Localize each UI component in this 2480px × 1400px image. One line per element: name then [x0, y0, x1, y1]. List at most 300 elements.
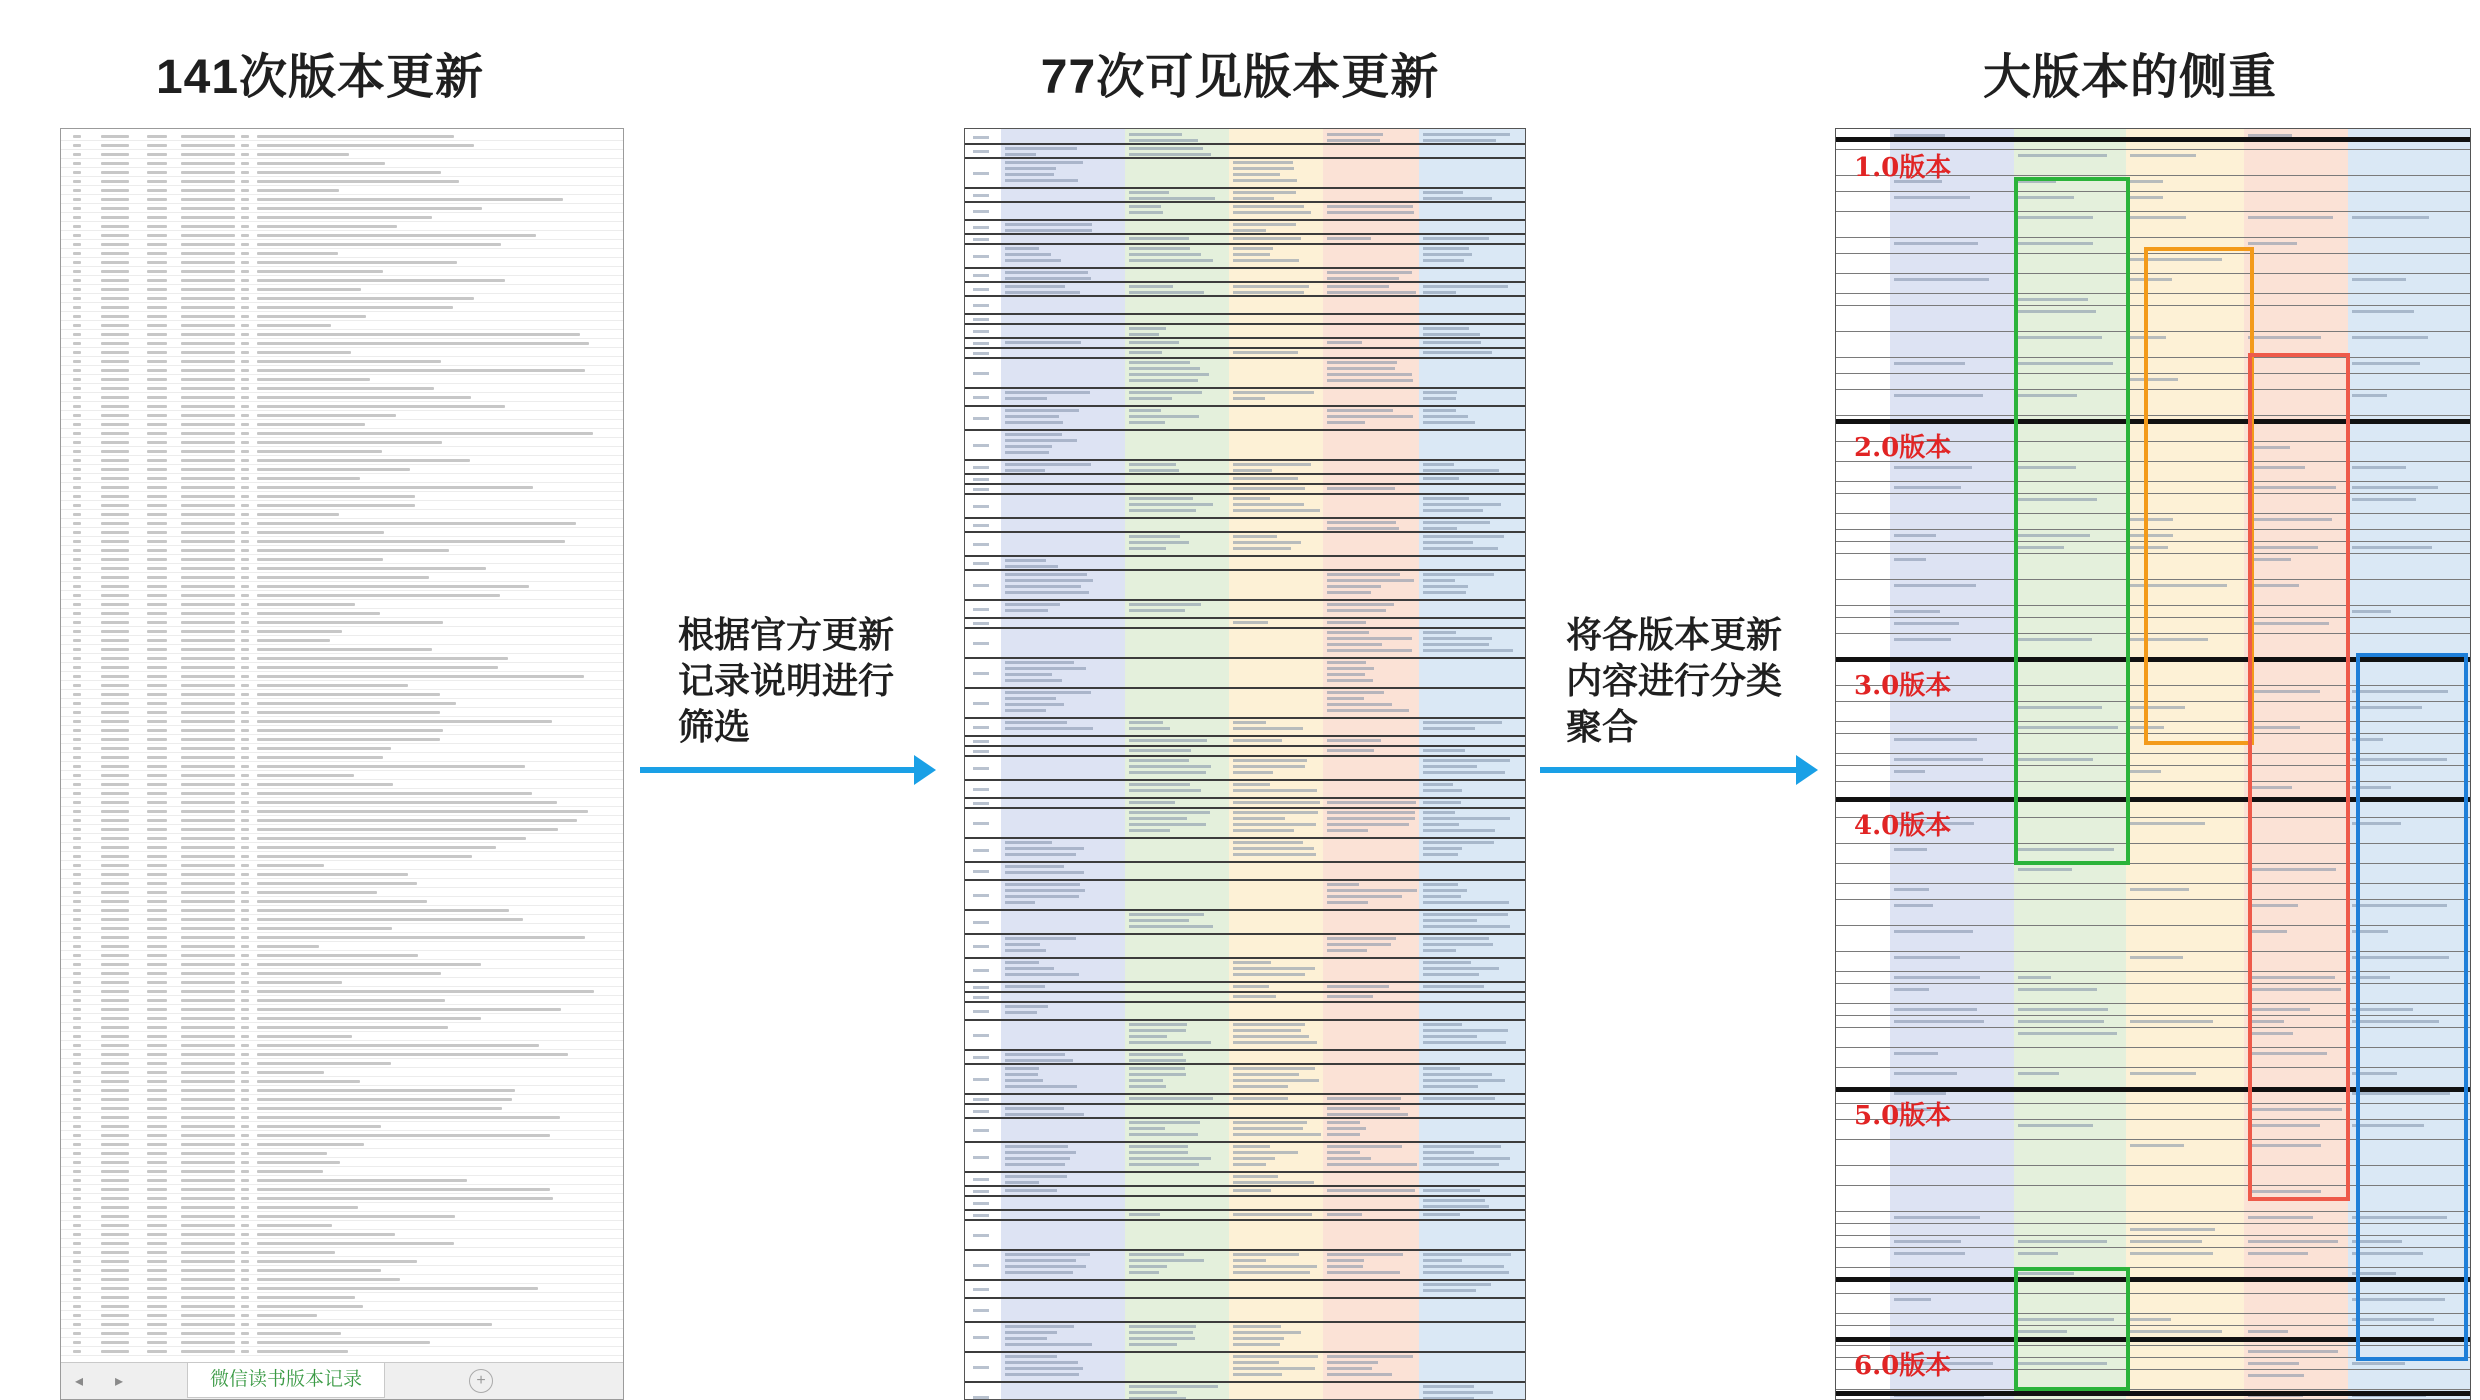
cell-text — [241, 225, 249, 228]
row-number — [973, 622, 989, 625]
cell-text — [181, 189, 235, 192]
cell-text — [1327, 895, 1402, 898]
cell-text — [257, 531, 384, 534]
sheet-row-line — [61, 761, 623, 762]
cell-text — [1327, 943, 1391, 946]
cell-text — [1005, 1005, 1048, 1008]
sheet-row-line — [61, 563, 623, 564]
cell-text — [1327, 271, 1412, 274]
cell-text — [73, 945, 81, 948]
cell-text — [257, 1053, 568, 1056]
cell-text — [1423, 973, 1479, 976]
cell-text — [147, 837, 167, 840]
sheet-row-line — [61, 716, 623, 717]
cell-text — [257, 1233, 395, 1236]
row-divider — [965, 1185, 1525, 1187]
cell-text — [101, 225, 129, 228]
cell-text — [1233, 1271, 1310, 1274]
cell-text — [181, 1260, 235, 1263]
sheet-row-line — [61, 266, 623, 267]
cell-text — [2248, 1350, 2338, 1353]
cell-text — [101, 315, 129, 318]
cell-text — [1233, 1127, 1303, 1130]
row-divider — [965, 797, 1525, 799]
cell-text — [257, 882, 417, 885]
cell-text — [101, 549, 129, 552]
cell-text — [1327, 1189, 1415, 1192]
cell-text — [1423, 421, 1475, 424]
cell-text — [241, 1215, 249, 1218]
cell-text — [147, 1215, 167, 1218]
row-divider — [965, 493, 1525, 495]
cell-text — [257, 252, 338, 255]
cell-text — [101, 936, 129, 939]
cell-text — [241, 1143, 249, 1146]
row-divider — [965, 735, 1525, 737]
cell-text — [241, 702, 249, 705]
cell-text — [101, 234, 129, 237]
cell-text — [257, 549, 449, 552]
sheet-row-line — [61, 968, 623, 969]
cell-text — [1423, 327, 1469, 330]
cell-text — [147, 1278, 167, 1281]
cell-text — [181, 747, 235, 750]
row-divider — [965, 569, 1525, 571]
cell-text — [181, 369, 235, 372]
cell-text — [241, 216, 249, 219]
cell-text — [257, 387, 434, 390]
cell-text — [1233, 765, 1305, 768]
cell-text — [1423, 637, 1492, 640]
row-number — [973, 1156, 989, 1159]
row-divider — [965, 555, 1525, 557]
cell-text — [181, 792, 235, 795]
cell-text — [147, 846, 167, 849]
cell-text — [257, 576, 429, 579]
cell-text — [1129, 285, 1173, 288]
cell-text — [73, 432, 81, 435]
cell-text — [241, 288, 249, 291]
cell-text — [241, 1206, 249, 1209]
sheet-row-line — [61, 410, 623, 411]
cell-text — [241, 711, 249, 714]
cell-text — [101, 1323, 129, 1326]
cell-text — [147, 630, 167, 633]
cell-text — [1005, 1367, 1083, 1370]
cell-text — [147, 945, 167, 948]
sheet-row-line — [61, 428, 623, 429]
cell-text — [1233, 727, 1303, 730]
cell-text — [1129, 739, 1207, 742]
row-number — [973, 750, 989, 753]
cell-text — [181, 612, 235, 615]
cell-text — [101, 1062, 129, 1065]
sheet-row-line — [61, 923, 623, 924]
cell-text — [1129, 1331, 1193, 1334]
cell-text — [73, 612, 81, 615]
cell-text — [241, 837, 249, 840]
cell-text — [1327, 1163, 1417, 1166]
cell-text — [101, 1242, 129, 1245]
cell-text — [1005, 1053, 1065, 1056]
version-label: 4.0版本 — [1854, 811, 1952, 841]
cell-text — [101, 306, 129, 309]
sheet-row-line — [61, 599, 623, 600]
cell-text — [1233, 161, 1293, 164]
cell-text — [147, 963, 167, 966]
cell-text — [147, 1197, 167, 1200]
row-number — [973, 1078, 989, 1081]
row-number — [973, 945, 989, 948]
row-divider — [965, 313, 1525, 315]
row-number — [973, 274, 989, 277]
cell-text — [2130, 1318, 2171, 1321]
cell-text — [241, 1350, 249, 1353]
cell-text — [1005, 1157, 1070, 1160]
cell-text — [1423, 139, 1496, 142]
cell-text — [1423, 901, 1509, 904]
cell-text — [1423, 1189, 1480, 1192]
cell-text — [73, 198, 81, 201]
cell-text — [241, 1035, 249, 1038]
cell-text — [1129, 1343, 1177, 1346]
cell-text — [1233, 1213, 1312, 1216]
cell-text — [241, 621, 249, 624]
highlight-box-orange — [2144, 247, 2254, 745]
cell-text — [1423, 191, 1463, 194]
cell-text — [73, 684, 81, 687]
sheet-row-line — [61, 1301, 623, 1302]
sheet-row-line — [61, 914, 623, 915]
cell-text — [73, 468, 81, 471]
cell-text — [1129, 509, 1196, 512]
cell-text — [73, 1017, 81, 1020]
cell-text — [257, 306, 453, 309]
cell-text — [241, 567, 249, 570]
cell-text — [181, 1242, 235, 1245]
cell-text — [2352, 336, 2428, 339]
row-number — [973, 238, 989, 241]
cell-text — [241, 900, 249, 903]
prev-sheet-icon[interactable]: ◂ — [75, 1373, 84, 1390]
cell-text — [1423, 759, 1510, 762]
cell-text — [181, 567, 235, 570]
sheet-row-line — [61, 473, 623, 474]
cell-text — [1233, 1189, 1271, 1192]
cell-text — [1327, 649, 1412, 652]
row-divider — [965, 599, 1525, 601]
cell-text — [73, 1305, 81, 1308]
sheet-row-line — [61, 446, 623, 447]
sheet-row-line — [61, 680, 623, 681]
cell-text — [147, 432, 167, 435]
cell-text — [101, 783, 129, 786]
highlight-box-blue — [2356, 653, 2468, 1361]
cell-text — [1327, 679, 1373, 682]
cell-text — [1005, 895, 1079, 898]
cell-text — [101, 1287, 129, 1290]
cell-text — [73, 1179, 81, 1182]
cell-text — [147, 666, 167, 669]
cell-text — [101, 1170, 129, 1173]
cell-text — [73, 1188, 81, 1191]
cell-text — [101, 495, 129, 498]
cell-text — [1005, 291, 1080, 294]
cell-text — [181, 765, 235, 768]
cell-text — [2130, 888, 2189, 891]
cell-text — [181, 153, 235, 156]
cell-text — [1423, 1385, 1474, 1388]
sheet-row-line — [61, 1157, 623, 1158]
cell-text — [257, 1116, 560, 1119]
cell-text — [181, 801, 235, 804]
row-divider — [965, 1351, 1525, 1353]
cell-text — [181, 414, 235, 417]
sheet-row-line — [61, 815, 623, 816]
cell-text — [1327, 1133, 1360, 1136]
cell-text — [147, 315, 167, 318]
cell-text — [181, 324, 235, 327]
cell-text — [241, 810, 249, 813]
cell-text — [101, 954, 129, 957]
cell-text — [147, 936, 167, 939]
cell-text — [147, 1008, 167, 1011]
cell-text — [73, 1026, 81, 1029]
cell-text — [257, 1251, 335, 1254]
row-divider — [965, 687, 1525, 689]
version-group-divider — [1836, 1391, 2470, 1396]
cell-text — [1423, 415, 1468, 418]
row-divider — [965, 1209, 1525, 1211]
cell-text — [1233, 1181, 1314, 1184]
sheet-row-line — [61, 608, 623, 609]
cell-text — [1894, 956, 1960, 959]
cell-text — [147, 153, 167, 156]
cell-text — [73, 1161, 81, 1164]
cell-text — [101, 441, 129, 444]
next-sheet-icon[interactable]: ▸ — [115, 1373, 124, 1390]
cell-text — [257, 738, 440, 741]
cell-text — [181, 1305, 235, 1308]
cell-text — [1005, 1151, 1076, 1154]
cell-text — [181, 603, 235, 606]
cell-text — [147, 558, 167, 561]
cell-text — [181, 1350, 235, 1353]
cell-text — [101, 999, 129, 1002]
cell-text — [1327, 1145, 1402, 1148]
cell-text — [1005, 973, 1079, 976]
row-divider — [1836, 1389, 2470, 1390]
cell-text — [1423, 1205, 1489, 1208]
sheet-row-line — [61, 662, 623, 663]
cell-text — [101, 333, 129, 336]
cell-text — [147, 450, 167, 453]
cell-text — [1233, 463, 1311, 466]
cell-text — [241, 189, 249, 192]
cell-text — [73, 1116, 81, 1119]
cell-text — [147, 297, 167, 300]
cell-text — [1233, 961, 1271, 964]
cell-text — [1423, 817, 1510, 820]
cell-text — [1233, 1265, 1317, 1268]
cell-text — [181, 522, 235, 525]
row-divider — [965, 779, 1525, 781]
cell-text — [147, 1116, 167, 1119]
cell-text — [73, 324, 81, 327]
row-number — [973, 1366, 989, 1369]
cell-text — [101, 171, 129, 174]
row-divider — [965, 337, 1525, 339]
cell-text — [101, 297, 129, 300]
cell-text — [101, 657, 129, 660]
cell-text — [101, 513, 129, 516]
cell-text — [101, 270, 129, 273]
cell-text — [1327, 817, 1415, 820]
cell-text — [241, 891, 249, 894]
cell-text — [1894, 904, 1933, 907]
cell-text — [101, 738, 129, 741]
sheet-row-line — [61, 203, 623, 204]
sheet-row-line — [61, 167, 623, 168]
cell-text — [1233, 1331, 1301, 1334]
cell-text — [241, 144, 249, 147]
cell-text — [1894, 848, 1927, 851]
cell-text — [147, 576, 167, 579]
cell-text — [73, 576, 81, 579]
cell-text — [1129, 463, 1176, 466]
cell-text — [73, 666, 81, 669]
cell-text — [181, 477, 235, 480]
cell-text — [241, 630, 249, 633]
cell-text — [1233, 541, 1301, 544]
cell-text — [1423, 1289, 1476, 1292]
cell-text — [181, 1251, 235, 1254]
cell-text — [73, 1170, 81, 1173]
cell-text — [1233, 477, 1298, 480]
cell-text — [101, 198, 129, 201]
cell-text — [1233, 487, 1305, 490]
cell-text — [1423, 823, 1459, 826]
cell-text — [1423, 919, 1477, 922]
cell-text — [1005, 883, 1080, 886]
cell-text — [101, 1350, 129, 1353]
cell-text — [1129, 409, 1161, 412]
cell-text — [257, 189, 339, 192]
cell-text — [1327, 133, 1383, 136]
cell-text — [241, 855, 249, 858]
cell-text — [1005, 147, 1077, 150]
cell-text — [257, 144, 474, 147]
sheet-tab-version-log[interactable]: 微信读书版本记录 — [187, 1363, 385, 1398]
cell-text — [181, 171, 235, 174]
row-divider — [965, 459, 1525, 461]
cell-text — [1005, 943, 1040, 946]
cell-text — [1327, 591, 1371, 594]
cell-text — [181, 873, 235, 876]
highlight-box-green — [2014, 1267, 2130, 1391]
row-number — [973, 1034, 989, 1037]
cell-text — [101, 1044, 129, 1047]
cell-text — [1327, 703, 1392, 706]
cell-text — [241, 387, 249, 390]
sheet-row-line — [61, 1346, 623, 1347]
sheet-row-line — [61, 293, 623, 294]
row-divider — [965, 405, 1525, 407]
cell-text — [101, 1305, 129, 1308]
cell-text — [73, 747, 81, 750]
cell-text — [241, 396, 249, 399]
cell-text — [73, 1269, 81, 1272]
cell-text — [1005, 1079, 1043, 1082]
row-divider — [965, 347, 1525, 349]
cell-text — [147, 693, 167, 696]
cell-text — [1423, 285, 1508, 288]
cell-text — [2130, 180, 2163, 183]
cell-text — [101, 720, 129, 723]
cell-text — [1129, 541, 1189, 544]
cell-text — [147, 540, 167, 543]
cell-text — [1129, 341, 1179, 344]
cell-text — [257, 819, 577, 822]
cell-text — [101, 1206, 129, 1209]
cell-text — [101, 900, 129, 903]
sheet-row-line — [61, 1211, 623, 1212]
row-number — [973, 849, 989, 852]
cell-text — [73, 306, 81, 309]
cell-text — [147, 774, 167, 777]
cell-text — [181, 972, 235, 975]
cell-text — [241, 540, 249, 543]
sheet-row-line — [61, 977, 623, 978]
cell-text — [147, 477, 167, 480]
cell-text — [181, 1287, 235, 1290]
cell-text — [1327, 1361, 1378, 1364]
sheet-row-line — [61, 869, 623, 870]
cell-text — [73, 459, 81, 462]
cell-text — [1327, 373, 1412, 376]
cell-text — [241, 297, 249, 300]
cell-text — [257, 432, 593, 435]
cell-text — [101, 1071, 129, 1074]
cell-text — [1129, 1385, 1218, 1388]
cell-text — [147, 1134, 167, 1137]
cell-text — [257, 513, 339, 516]
cell-text — [241, 495, 249, 498]
cell-text — [147, 1242, 167, 1245]
row-number — [973, 194, 989, 197]
cell-text — [101, 747, 129, 750]
cell-text — [73, 1098, 81, 1101]
cell-text — [73, 549, 81, 552]
cell-text — [257, 1089, 515, 1092]
cell-text — [257, 396, 471, 399]
cell-text — [1005, 1181, 1039, 1184]
cell-text — [1423, 1265, 1504, 1268]
cell-text — [257, 315, 366, 318]
cell-text — [147, 1152, 167, 1155]
add-sheet-icon[interactable]: + — [469, 1369, 493, 1393]
row-number — [973, 986, 989, 989]
cell-text — [147, 621, 167, 624]
cell-text — [257, 720, 552, 723]
cell-text — [257, 954, 418, 957]
cell-text — [181, 1098, 235, 1101]
sheet-row-line — [61, 887, 623, 888]
cell-text — [101, 1314, 129, 1317]
cell-text — [101, 585, 129, 588]
cell-text — [257, 441, 442, 444]
cell-text — [1233, 1175, 1278, 1178]
